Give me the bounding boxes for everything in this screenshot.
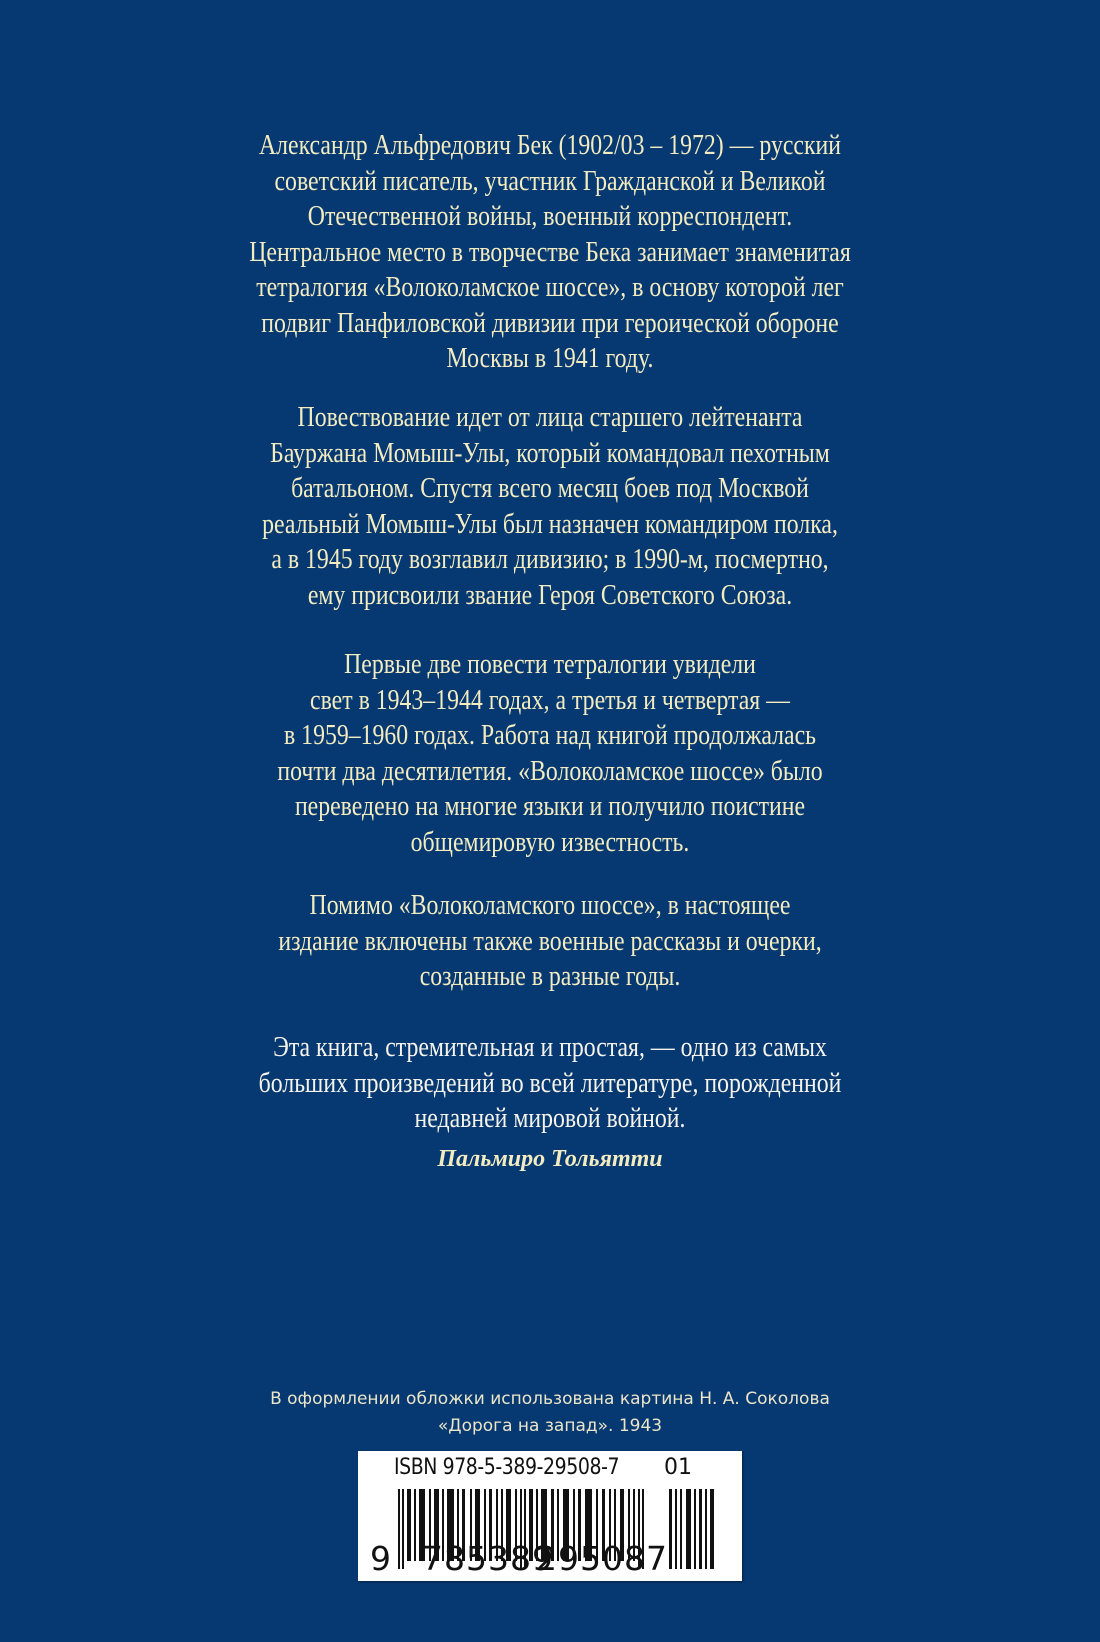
- text-line: подвиг Панфиловской дивизии при героической обороне: [261, 306, 839, 339]
- narrative-paragraph: [0, 400, 1100, 613]
- barcode-addon: 01: [664, 1455, 692, 1480]
- credit-line: В оформлении обложки использована картина Н. А. Соколова: [270, 1389, 830, 1409]
- text-line: переведено на многие языки и получило поистине: [294, 790, 806, 822]
- text-line: тетралогия «Волоколамское шоссе», в основу которой лег: [256, 271, 844, 303]
- review-quote: [0, 1030, 1100, 1137]
- isbn-number: ISBN 978-5-389-29508-7: [394, 1455, 620, 1480]
- text-line: советский писатель, участник Гражданской и Великой: [274, 164, 826, 197]
- text-line: созданные в разные годы.: [419, 960, 681, 992]
- credit-line: «Дорога на запад». 1943: [437, 1416, 663, 1436]
- text-line: а в 1945 году возглавил дивизию; в 1990-м, посмертно,: [271, 543, 829, 575]
- text-line: почти два десятилетия. «Волоколамское шоссе» было: [277, 754, 823, 787]
- text-line: ему присвоили звание Героя Советского Союза.: [307, 578, 793, 611]
- text-line: батальоном. Спустя всего месяц боев под Москвой: [291, 472, 809, 504]
- text-line: Центральное место в творчестве Бека занимает знаменитая: [249, 235, 851, 268]
- text-line: Александр Альфредович Бек (1902/03 – 1972) — русский: [259, 129, 841, 161]
- text-line: больших произведений во всей литературе, порожденной: [258, 1066, 842, 1099]
- edition-contents-paragraph: [0, 888, 1100, 995]
- text-line: издание включены также военные рассказы и очерки,: [278, 924, 822, 957]
- text-line: общемировую известность.: [410, 825, 690, 858]
- text-line: Помимо «Волоколамского шоссе», в настоящее: [309, 889, 791, 921]
- text-line: Москвы в 1941 году.: [446, 342, 654, 374]
- quote-author: Пальмиро Тольятти: [437, 1146, 663, 1172]
- author-bio-paragraph: [0, 128, 1100, 377]
- barcode-left-digits: 785389: [422, 1539, 554, 1578]
- text-line: Первые две повести тетралогии увидели: [344, 648, 756, 680]
- barcode-first-digit: 9: [370, 1539, 392, 1578]
- barcode-right-digits: 295087: [536, 1539, 668, 1578]
- publication-history-paragraph: [0, 647, 1100, 860]
- text-line: в 1959–1960 годах. Работа над книгой продолжалась: [283, 719, 817, 751]
- text-line: свет в 1943–1944 годах, а третья и четвертая —: [310, 683, 790, 716]
- text-line: Бауржана Момыш-Улы, который командовал пехотным: [270, 436, 830, 469]
- cover-art-credit: [0, 1386, 1100, 1440]
- text-line: Повествование идет от лица старшего лейтенанта: [297, 401, 803, 433]
- isbn-barcode: [358, 1451, 742, 1581]
- text-line: недавней мировой войной.: [414, 1102, 686, 1134]
- text-line: Эта книга, стремительная и простая, — одно из самых: [273, 1031, 827, 1063]
- text-line: реальный Момыш-Улы был назначен командиром полка,: [262, 507, 838, 540]
- text-line: Отечественной войны, военный корреспондент.: [307, 200, 793, 232]
